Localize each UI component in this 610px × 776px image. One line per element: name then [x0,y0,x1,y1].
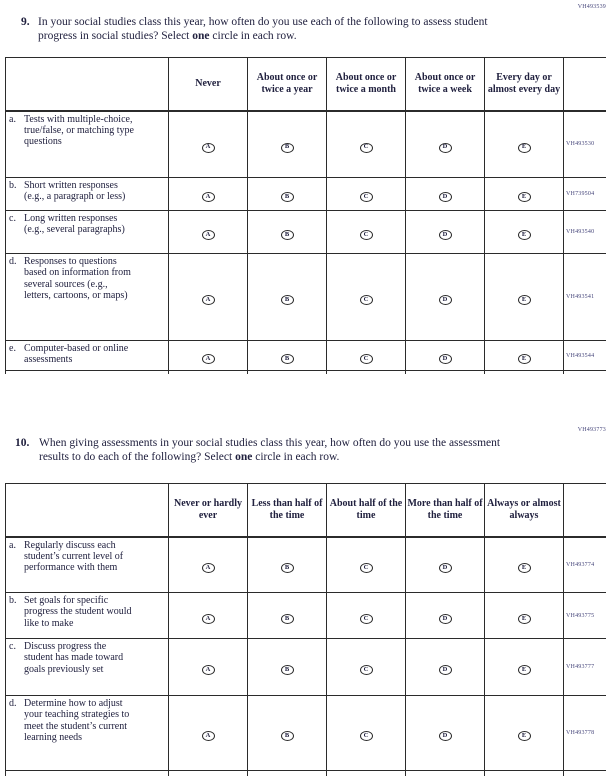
answer-bubble[interactable]: C [360,295,373,305]
answer-bubble[interactable]: D [439,563,452,573]
header-empty-cell [6,484,169,537]
column-header: Never or hardly ever [169,484,248,537]
answer-bubble[interactable]: C [360,665,373,675]
answer-bubble[interactable]: A [202,614,215,624]
question-10-prompt [15,437,515,465]
answer-bubble[interactable]: D [439,143,452,153]
row-letter: d. [9,698,17,709]
column-header: About once or twice a month [327,58,406,111]
question-number: 10. [15,437,30,449]
row-letter: d. [9,256,17,267]
answer-bubble[interactable]: B [281,731,294,741]
row-label: Regularly discuss each student’s current level of performance with them [24,539,124,574]
table-row-cutoff [6,771,607,776]
row-letter: e. [9,343,16,354]
answer-bubble[interactable]: A [202,230,215,240]
answer-bubble[interactable]: A [202,143,215,153]
answer-bubble[interactable]: B [281,614,294,624]
header-row [6,58,607,111]
answer-bubble[interactable]: B [281,354,294,364]
form-code-q10: VH493773 [577,427,606,433]
row-code: VH493541 [564,254,607,341]
row-code: VH739504 [564,178,607,211]
answer-bubble[interactable]: E [518,354,531,364]
row-letter: c. [9,641,16,652]
answer-bubble[interactable]: E [518,731,531,741]
row-code: VH493777 [564,639,607,696]
row-code: VH493544 [564,341,607,371]
answer-bubble[interactable]: A [202,563,215,573]
answer-bubble[interactable]: B [281,143,294,153]
table-row [6,341,607,371]
column-header: About half of the time [327,484,406,537]
question-9-table [5,57,606,374]
answer-bubble[interactable]: C [360,354,373,364]
column-header: Every day or almost every day [485,58,564,111]
answer-bubble[interactable]: E [518,295,531,305]
row-label: Determine how to adjust your teaching strategies to meet the student’s current learning needs [24,698,130,743]
answer-bubble[interactable]: A [202,665,215,675]
answer-bubble[interactable]: C [360,731,373,741]
answer-bubble[interactable]: D [439,230,452,240]
answer-bubble[interactable]: B [281,563,294,573]
header-empty-cell [6,58,169,111]
answer-bubble[interactable]: D [439,354,452,364]
row-letter: b. [9,180,17,191]
row-code: VH493774 [564,537,607,593]
header-code-cell [564,58,607,111]
question-text: When giving assessments in your social studies class this year, how often do you use the assessment results to do each of the following? Select one circle in each row. [39,437,501,463]
column-header: Never [169,58,248,111]
answer-bubble[interactable]: C [360,230,373,240]
table-row-cutoff [6,371,607,375]
column-header: Less than half of the time [248,484,327,537]
row-label: Responses to questions based on information from several sources (e.g., letters, cartoons, or maps) [24,256,131,301]
answer-bubble[interactable]: B [281,230,294,240]
answer-bubble[interactable]: D [439,295,452,305]
row-label: Short written responses (e.g., a paragraph or less) [24,180,126,203]
answer-bubble[interactable]: A [202,354,215,364]
row-letter: a. [9,539,16,551]
header-code-cell [564,484,607,537]
row-letter: c. [9,213,16,224]
table-row [6,696,607,771]
answer-bubble[interactable]: B [281,295,294,305]
row-label: Long written responses (e.g., several paragraphs) [24,213,125,236]
answer-bubble[interactable]: C [360,192,373,202]
column-header: About once or twice a year [248,58,327,111]
table-row [6,537,607,593]
question-text: In your social studies class this year, how often do you use each of the following to assess student progress in social studies? Select one circle in each row. [38,16,488,42]
answer-bubble[interactable]: B [281,192,294,202]
question-10-table [5,483,606,776]
column-header: Always or almost always [485,484,564,537]
row-code: VH493540 [564,211,607,254]
answer-bubble[interactable]: E [518,614,531,624]
row-code: VH493530 [564,111,607,178]
column-header: More than half of the time [406,484,485,537]
row-label: Discuss progress the student has made toward goals previously set [24,641,124,675]
table-row [6,639,607,696]
answer-bubble[interactable]: D [439,731,452,741]
table-row [6,178,607,211]
answer-bubble[interactable]: E [518,563,531,573]
row-code: VH493778 [564,696,607,771]
form-code-q9: VH493539 [577,4,606,10]
row-letter: b. [9,595,17,606]
table-row [6,254,607,341]
row-code: VH493775 [564,593,607,639]
table-row [6,211,607,254]
answer-bubble[interactable]: A [202,192,215,202]
answer-bubble[interactable]: C [360,143,373,153]
row-label: Set goals for specific progress the student would like to make [24,595,132,629]
question-9-prompt [21,16,506,44]
row-label: Tests with multiple-choice, true/false, or matching type questions [24,113,134,148]
row-label: Computer-based or online assessments [24,343,129,366]
answer-bubble[interactable]: E [518,665,531,675]
answer-bubble[interactable]: C [360,563,373,573]
table-row [6,111,607,178]
answer-bubble[interactable]: E [518,192,531,202]
column-header: About once or twice a week [406,58,485,111]
answer-bubble[interactable]: E [518,230,531,240]
answer-bubble[interactable]: B [281,665,294,675]
table-row [6,593,607,639]
answer-bubble[interactable]: E [518,143,531,153]
answer-bubble[interactable]: C [360,614,373,624]
answer-bubble[interactable]: D [439,192,452,202]
answer-bubble[interactable]: D [439,665,452,675]
answer-bubble[interactable]: D [439,614,452,624]
answer-bubble[interactable]: A [202,295,215,305]
answer-bubble[interactable]: A [202,731,215,741]
question-number: 9. [21,16,30,28]
row-letter: a. [9,113,16,125]
header-row [6,484,607,537]
